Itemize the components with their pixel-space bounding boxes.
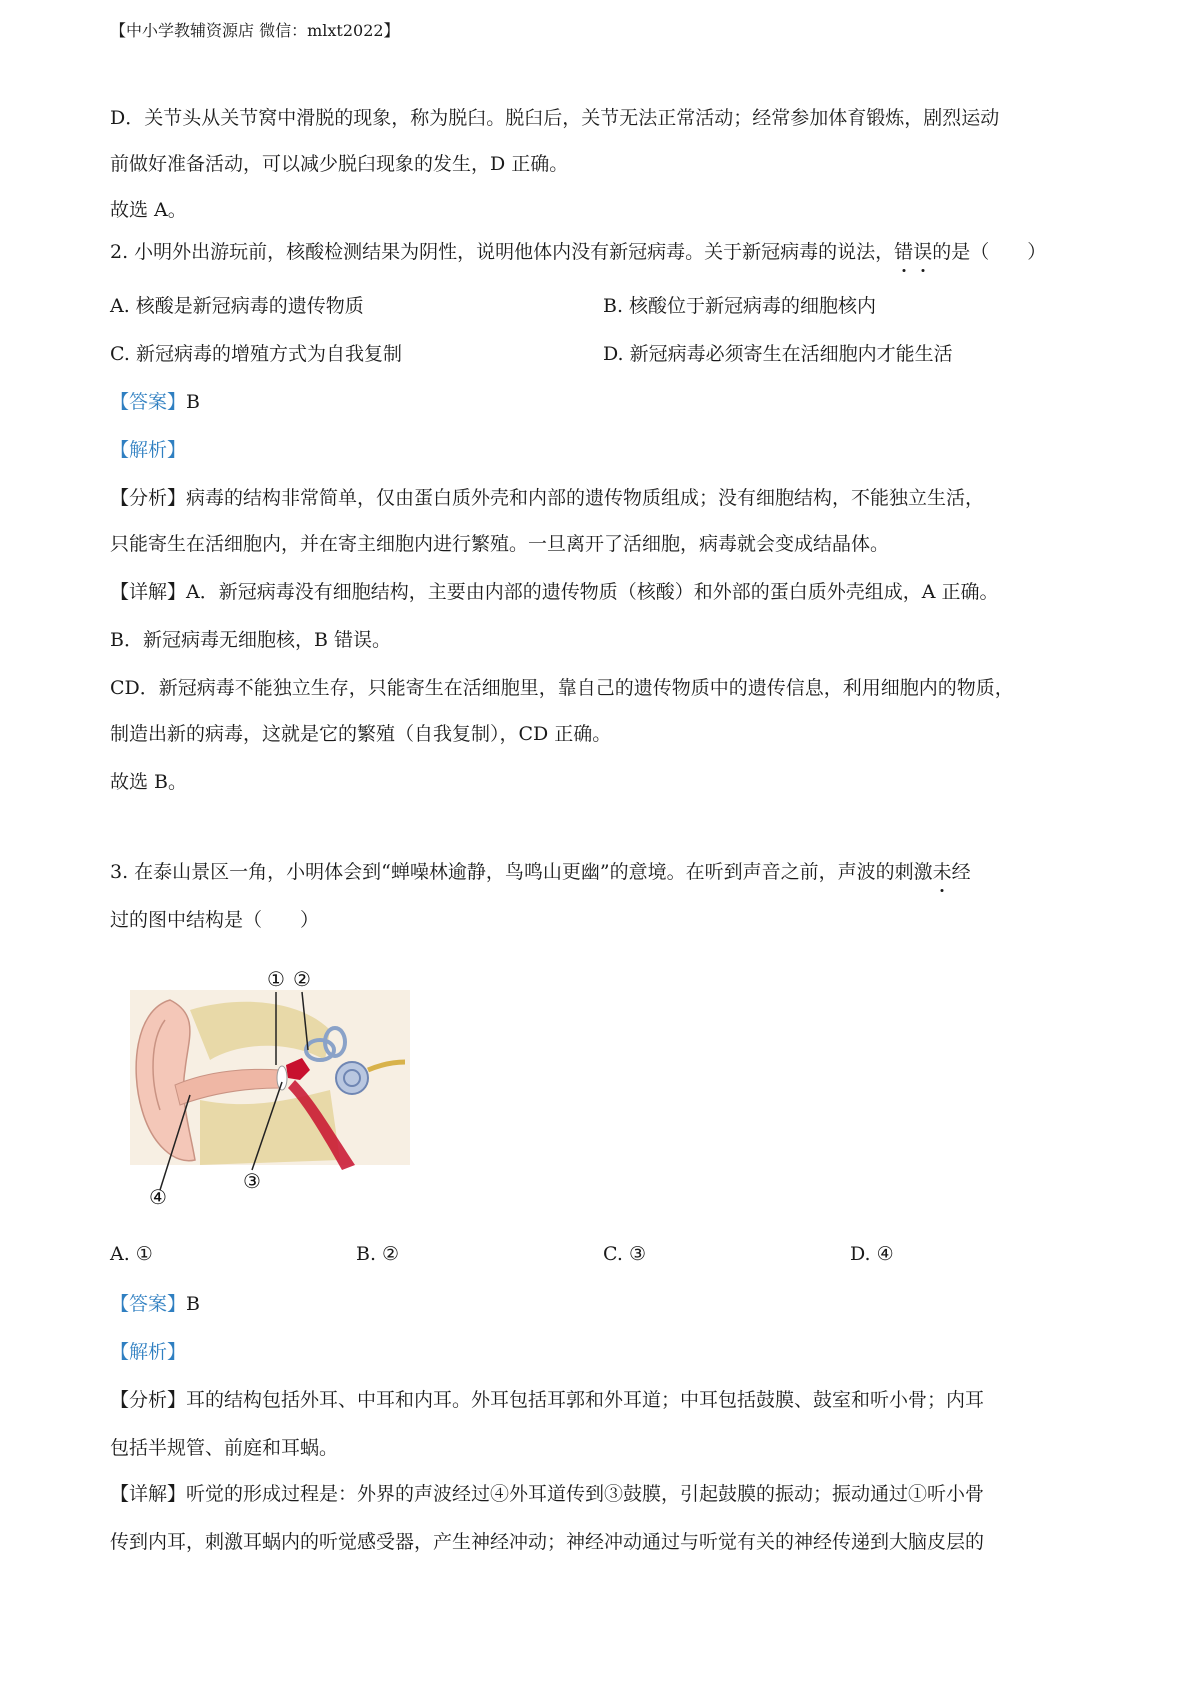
figure-label-2: ② bbox=[293, 970, 311, 991]
emphasis-dot-char: 未 bbox=[933, 858, 952, 886]
q2-option-b: B. 核酸位于新冠病毒的细胞核内 bbox=[603, 295, 877, 317]
figure-label-3: ③ bbox=[243, 1169, 261, 1193]
q3-xiangjie-line1 bbox=[110, 1480, 984, 1508]
answer-value: B bbox=[186, 1293, 200, 1315]
q3-stem-line2: 过的图中结构是（ ） bbox=[110, 909, 320, 931]
answer-value: B bbox=[186, 391, 200, 413]
q3-stem bbox=[110, 858, 971, 886]
xiangjie-label: 【详解】 bbox=[110, 1483, 187, 1505]
q1-conclusion: 故选 A。 bbox=[110, 199, 187, 221]
cochlea bbox=[336, 1062, 368, 1094]
q2-xiangjie-line1 bbox=[110, 578, 999, 606]
q2-option-a: A. 核酸是新冠病毒的遗传物质 bbox=[110, 295, 364, 317]
q2-conclusion: 故选 B。 bbox=[110, 771, 188, 793]
q2-answer bbox=[110, 388, 200, 416]
q2-stem-text: 2. 小明外出游玩前，核酸检测结果为阴性，说明他体内没有新冠病毒。关于新冠病毒的说法， bbox=[110, 241, 895, 263]
q2-fenxi-line1 bbox=[110, 484, 984, 512]
figure-label-4: ④ bbox=[149, 1185, 167, 1205]
ear-diagram-svg bbox=[130, 970, 420, 1205]
fenxi-label: 【分析】 bbox=[110, 1389, 187, 1411]
q3-fenxi-line2: 包括半规管、前庭和耳蜗。 bbox=[110, 1437, 339, 1459]
q2-xiangjie-line3: CD．新冠病毒不能独立生存，只能寄生在活细胞里，靠自己的遗传物质中的遗传信息，利用细胞内的物质， bbox=[110, 677, 1014, 699]
q3-stem-text: 3. 在泰山景区一角，小明体会到“蝉噪林逾静，鸟鸣山更幽”的意境。在听到声音之前，声波的刺激 bbox=[110, 861, 933, 883]
figure-label-1: ① bbox=[267, 970, 285, 991]
q3-option-c: C. ③ bbox=[603, 1243, 646, 1265]
q3-fenxi-line1 bbox=[110, 1386, 984, 1414]
q2-option-c: C. 新冠病毒的增殖方式为自我复制 bbox=[110, 343, 402, 365]
q2-xiangjie-line4: 制造出新的病毒，这就是它的繁殖（自我复制），CD 正确。 bbox=[110, 723, 612, 745]
emphasis-dot-char: 误 bbox=[913, 238, 932, 266]
q1-option-d-line1: D．关节头从关节窝中滑脱的现象，称为脱臼。脱臼后，关节无法正常活动；经常参加体育锻炼，剧烈运动 bbox=[110, 107, 1000, 129]
q1-option-d-line2: 前做好准备活动，可以减少脱臼现象的发生，D 正确。 bbox=[110, 153, 569, 175]
q3-option-d: D. ④ bbox=[850, 1243, 894, 1265]
xiangjie-text: A．新冠病毒没有细胞结构，主要由内部的遗传物质（核酸）和外部的蛋白质外壳组成，A 正确。 bbox=[186, 581, 999, 603]
q2-xiangjie-line2: B．新冠病毒无细胞核，B 错误。 bbox=[110, 629, 391, 651]
q2-fenxi-line2: 只能寄生在活细胞内，并在寄主细胞内进行繁殖。一旦离开了活细胞，病毒就会变成结晶体。 bbox=[110, 533, 890, 555]
page-header: 【中小学教辅资源店 微信：mlxt2022】 bbox=[110, 21, 400, 40]
fenxi-text: 病毒的结构非常简单，仅由蛋白质外壳和内部的遗传物质组成；没有细胞结构，不能独立生活， bbox=[186, 487, 985, 509]
q3-xiangjie-line2: 传到内耳，刺激耳蜗内的听觉感受器，产生神经冲动；神经冲动通过与听觉有关的神经传递到大脑皮层的 bbox=[110, 1531, 985, 1553]
q2-option-d: D. 新冠病毒必须寄生在活细胞内才能生活 bbox=[603, 343, 953, 365]
xiangjie-label: 【详解】 bbox=[110, 581, 187, 603]
q3-option-b: B. ② bbox=[356, 1243, 400, 1265]
ear-diagram bbox=[130, 970, 420, 1205]
q3-option-a: A. ① bbox=[110, 1243, 153, 1265]
q3-stem-tail: 经 bbox=[951, 861, 971, 883]
q3-answer bbox=[110, 1290, 200, 1318]
q2-analysis-label: 【解析】 bbox=[110, 439, 187, 461]
eardrum bbox=[277, 1066, 287, 1090]
fenxi-text: 耳的结构包括外耳、中耳和内耳。外耳包括耳郭和外耳道；中耳包括鼓膜、鼓室和听小骨；内耳 bbox=[186, 1389, 985, 1411]
q2-stem bbox=[110, 238, 1046, 266]
q2-stem-tail: 的是（ ） bbox=[932, 241, 1047, 263]
emphasis-dot-char: 错 bbox=[894, 238, 913, 266]
q3-analysis-label: 【解析】 bbox=[110, 1341, 187, 1363]
answer-label: 【答案】 bbox=[110, 391, 187, 413]
xiangjie-text: 听觉的形成过程是：外界的声波经过④外耳道传到③鼓膜，引起鼓膜的振动；振动通过①听小骨 bbox=[186, 1483, 985, 1505]
answer-label: 【答案】 bbox=[110, 1293, 187, 1315]
fenxi-label: 【分析】 bbox=[110, 487, 187, 509]
